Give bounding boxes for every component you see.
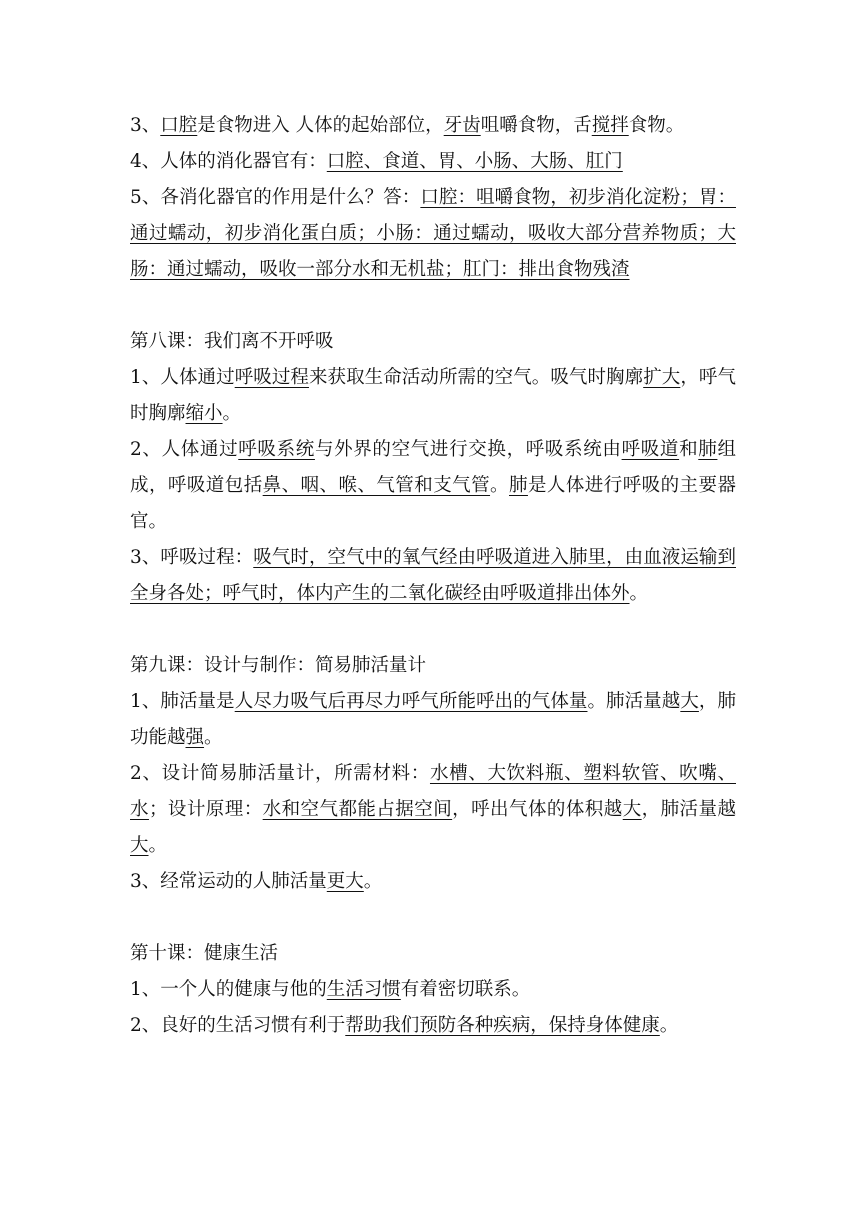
underlined-answer: 呼吸道 bbox=[621, 439, 680, 460]
underlined-answer: 口腔 bbox=[160, 115, 198, 136]
text-segment: 。 bbox=[659, 1015, 679, 1036]
underlined-answer: 牙齿 bbox=[443, 115, 481, 136]
text-segment: 。 bbox=[204, 727, 223, 748]
list-item bbox=[130, 756, 736, 864]
text-segment: 。 bbox=[629, 583, 649, 604]
lesson-heading: 第十课：健康生活 bbox=[130, 943, 279, 964]
text-segment: 2、人体通过 bbox=[130, 439, 239, 460]
text-segment: 有着密切联系。 bbox=[400, 979, 531, 1000]
underlined-answer: 肺 bbox=[509, 475, 528, 496]
list-item bbox=[130, 864, 736, 900]
text-segment: 。 bbox=[148, 835, 168, 856]
text-segment: ，呼气时胸廓 bbox=[130, 367, 736, 424]
underlined-answer: 水和空气都能占据空间 bbox=[262, 799, 453, 820]
text-segment: 5、各消化器官的作用是什么？答： bbox=[130, 187, 421, 208]
section-gap bbox=[130, 900, 736, 936]
underlined-answer: 强 bbox=[185, 727, 205, 748]
text-segment: ，肺功能越 bbox=[130, 691, 736, 748]
text-segment: ，肺活量越 bbox=[641, 799, 736, 820]
text-segment: 与外界的空气进行交换，呼吸系统由 bbox=[314, 439, 622, 460]
text-segment: 。 bbox=[222, 403, 242, 424]
list-item bbox=[130, 144, 736, 180]
underlined-answer: 吸气时，空气中的氧气经由呼吸道进入肺里，由血液运输到全身各处；呼气时，体内产生的二氧化碳经由呼吸道排出体外 bbox=[130, 547, 736, 604]
text-segment: 2、良好的生活习惯有利于 bbox=[130, 1015, 346, 1036]
text-segment: ，呼出气体的体积越 bbox=[452, 799, 623, 820]
underlined-answer: 更大 bbox=[326, 871, 364, 892]
text-segment: 。 bbox=[363, 871, 383, 892]
list-item bbox=[130, 540, 736, 612]
section-gap bbox=[130, 288, 736, 324]
underlined-answer: 人尽力吸气后再尽力呼气所能呼出的气体量 bbox=[234, 691, 588, 712]
underlined-answer: 呼吸过程 bbox=[234, 367, 309, 388]
lesson-heading: 第八课：我们离不开呼吸 bbox=[130, 331, 334, 352]
section-gap bbox=[130, 612, 736, 648]
text-segment: 咀嚼食物，舌 bbox=[480, 115, 592, 136]
text-segment: 4、人体的消化器官有： bbox=[130, 151, 327, 172]
underlined-answer: 肺 bbox=[698, 439, 718, 460]
underlined-answer: 扩大 bbox=[643, 367, 681, 388]
underlined-answer: 大 bbox=[680, 691, 699, 712]
text-segment: 是人体进行呼吸的主要器官。 bbox=[130, 475, 736, 532]
list-item bbox=[130, 180, 736, 288]
underlined-answer: 大 bbox=[622, 799, 642, 820]
list-item bbox=[130, 684, 736, 756]
text-segment: 3、经常运动的人肺活量 bbox=[130, 871, 327, 892]
underlined-answer: 大 bbox=[130, 835, 149, 856]
text-segment: 组成，呼吸道包括 bbox=[130, 439, 736, 496]
text-segment: 1、肺活量是 bbox=[130, 691, 235, 712]
underlined-answer: 口腔：咀嚼食物，初步消化淀粉；胃：通过蠕动，初步消化蛋白质；小肠：通过蠕动，吸收大部分营养物质；大肠：通过蠕动，吸收一部分水和无机盐；肛门：排出食物残渣 bbox=[130, 187, 736, 280]
text-segment: 2、设计简易肺活量计，所需材料： bbox=[130, 763, 430, 784]
text-segment: 和 bbox=[679, 439, 699, 460]
text-segment: ；设计原理： bbox=[148, 799, 263, 820]
lesson-heading: 第九课：设计与制作：简易肺活量计 bbox=[130, 655, 427, 676]
underlined-answer: 搅拌 bbox=[591, 115, 629, 136]
document-page bbox=[130, 108, 736, 1044]
underlined-answer: 呼吸系统 bbox=[238, 439, 315, 460]
text-segment: 3、 bbox=[130, 115, 161, 136]
underlined-answer: 缩小 bbox=[185, 403, 223, 424]
text-segment: 1、人体通过 bbox=[130, 367, 235, 388]
text-segment: 是食物进入 人体的起始部位， bbox=[197, 115, 444, 136]
text-segment: 1、一个人的健康与他的 bbox=[130, 979, 327, 1000]
underlined-answer: 生活习惯 bbox=[326, 979, 401, 1000]
list-item bbox=[130, 432, 736, 540]
underlined-answer: 水槽、大饮料瓶、塑料软管、吹嘴、水 bbox=[130, 763, 736, 820]
underlined-answer: 帮助我们预防各种疾病，保持身体健康 bbox=[345, 1015, 660, 1036]
underlined-answer: 口腔、食道、胃、小肠、大肠、肛门 bbox=[326, 151, 623, 172]
list-item bbox=[130, 1008, 736, 1044]
underlined-answer: 鼻、咽、喉、气管和支气管 bbox=[262, 475, 491, 496]
text-segment: 来获取生命活动所需的空气。吸气时胸廓 bbox=[308, 367, 644, 388]
text-segment: 3、呼吸过程： bbox=[130, 547, 254, 568]
text-segment: 。 bbox=[490, 475, 509, 496]
list-item bbox=[130, 360, 736, 432]
list-item bbox=[130, 108, 736, 144]
list-item bbox=[130, 972, 736, 1008]
text-segment: 食物。 bbox=[628, 115, 685, 136]
text-segment: 。肺活量越 bbox=[587, 691, 681, 712]
